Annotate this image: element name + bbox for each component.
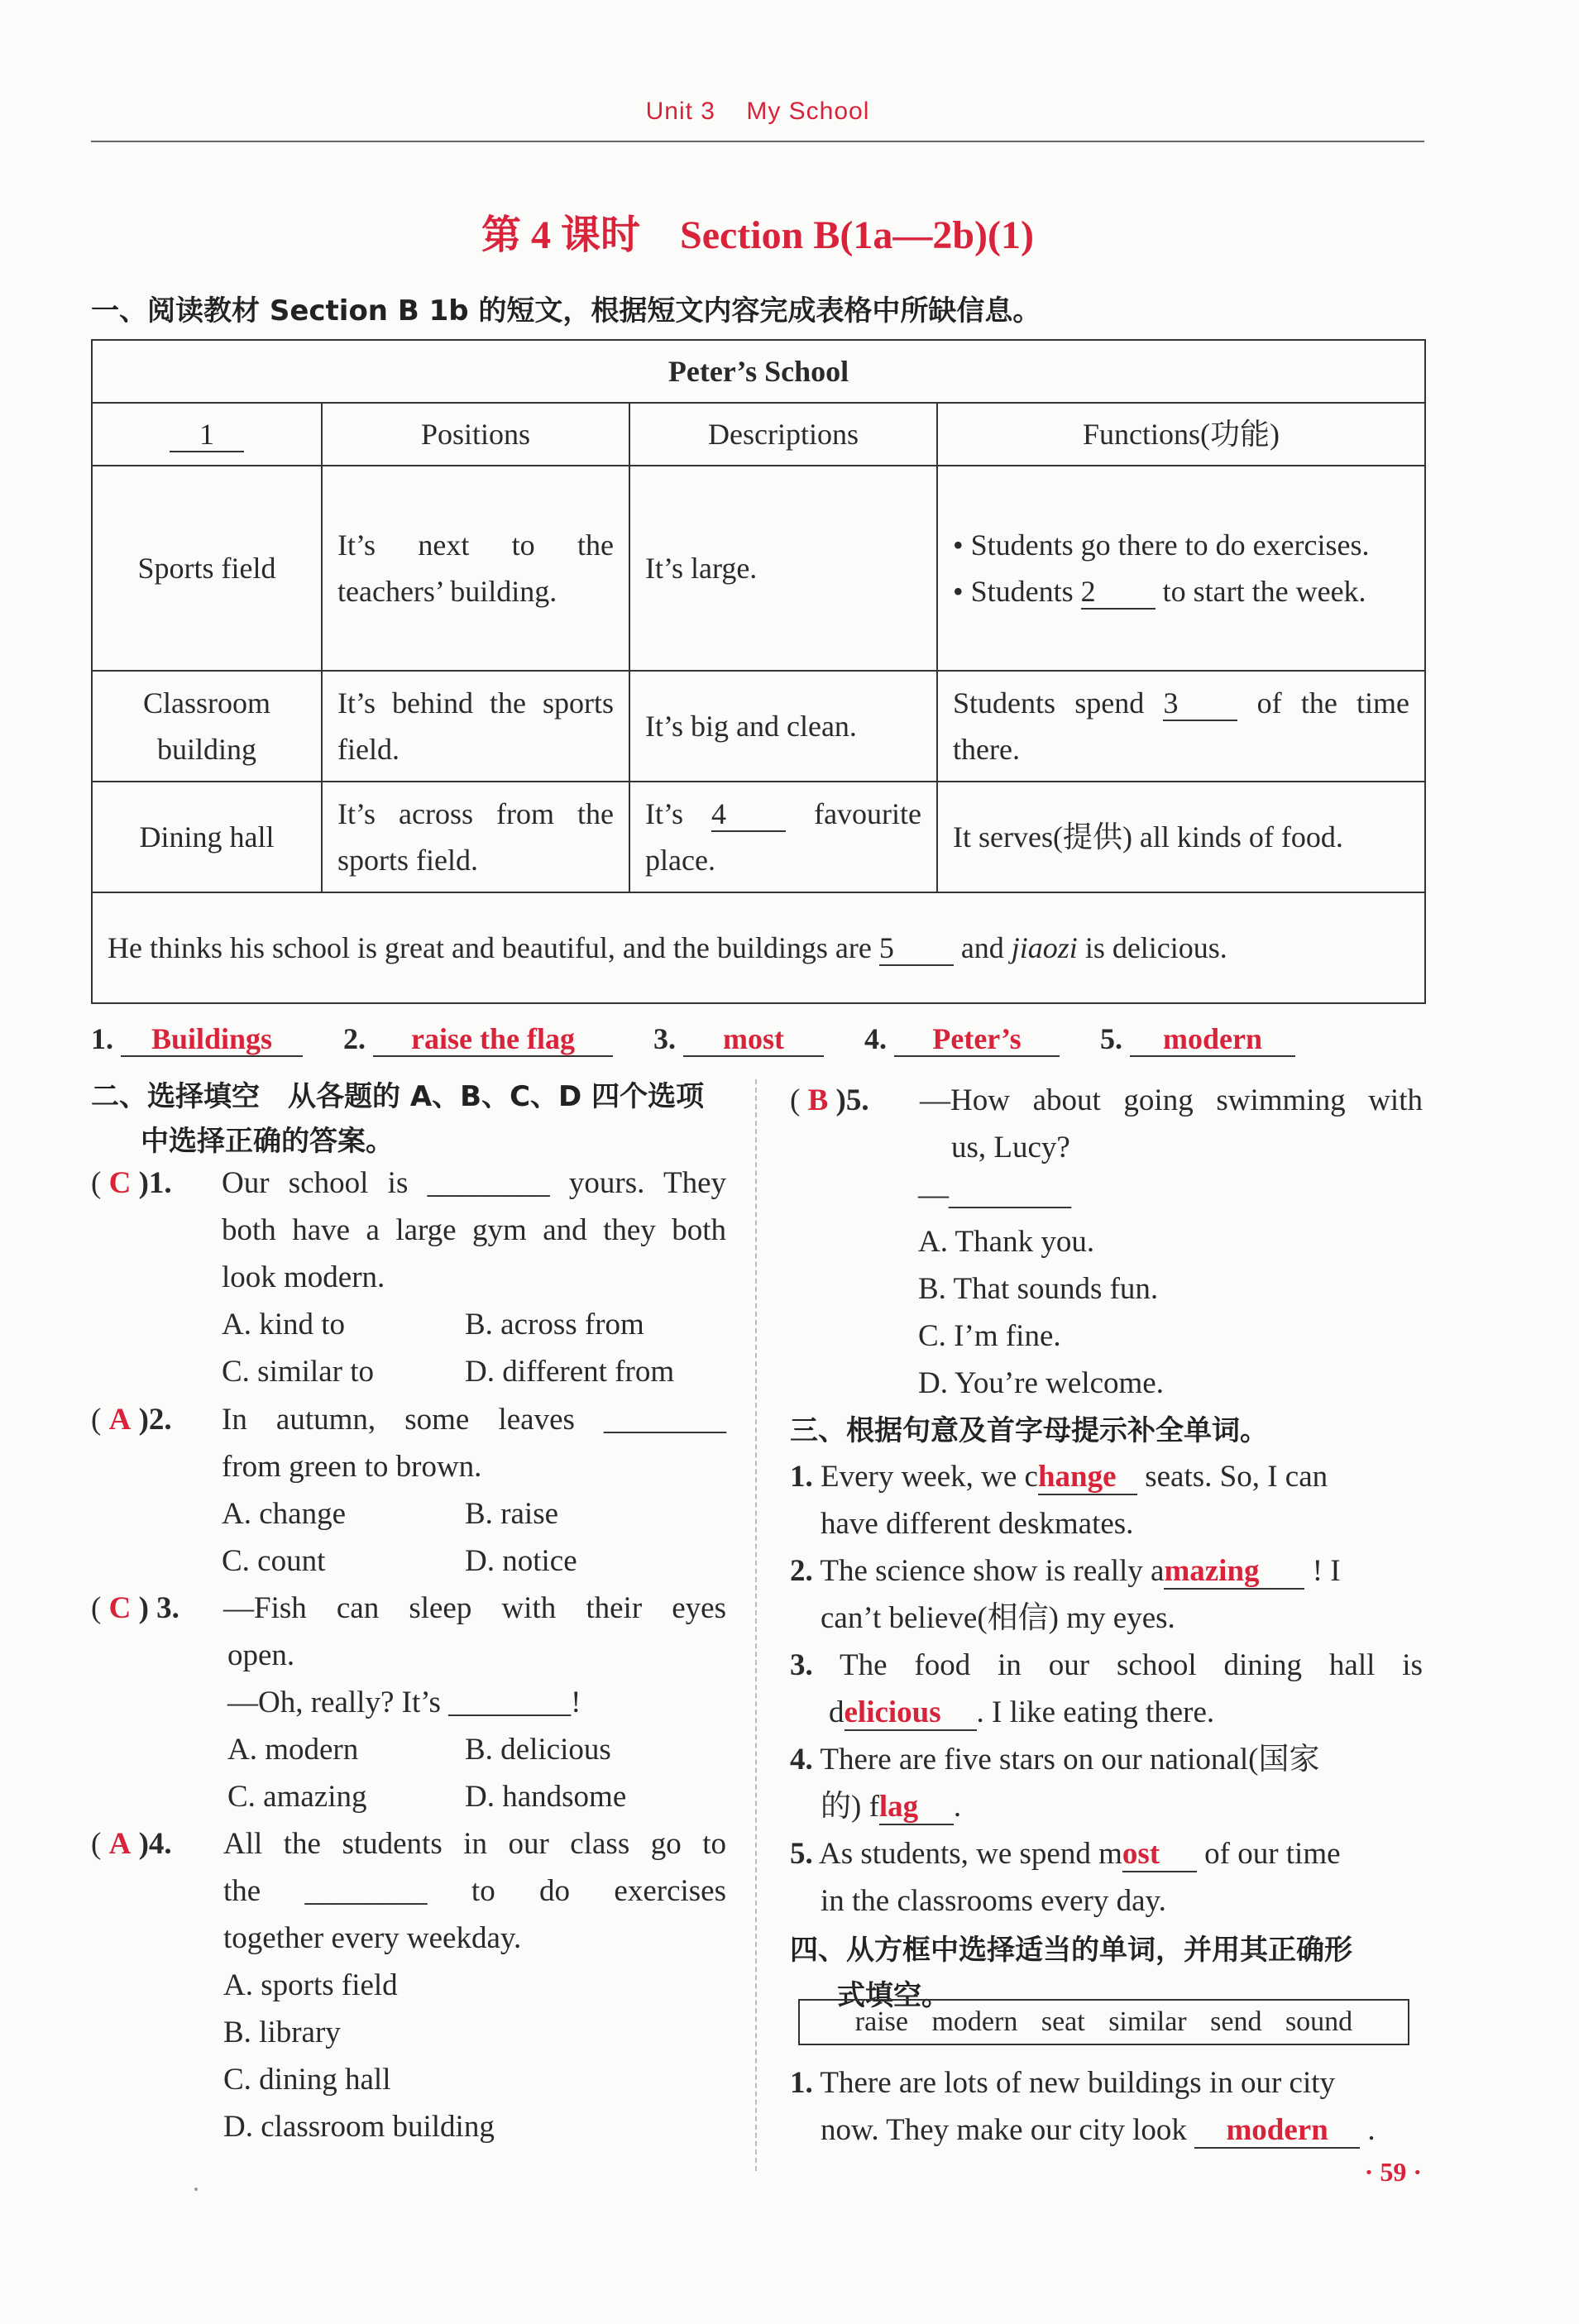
q5-num: )5. — [835, 1083, 869, 1117]
answer-text[interactable]: modern — [1130, 1022, 1295, 1057]
part2-instruction-a: 二、选择填空 从各题的 A、B、C、D 四个选项 — [91, 1080, 705, 1113]
header-unit: Unit 3 — [645, 98, 715, 125]
item-post: of our time — [1204, 1837, 1341, 1871]
part3-item-5 — [790, 1830, 1423, 1877]
q5-option-b[interactable]: B. That sounds fun. — [918, 1272, 1159, 1306]
q5-option-a[interactable]: A. Thank you. — [918, 1225, 1095, 1259]
function-line-a: • Students go there to do exercises. — [953, 528, 1370, 562]
answer-text[interactable]: most — [683, 1022, 824, 1057]
blank-3[interactable]: 3 — [1163, 686, 1237, 721]
blank-2[interactable]: 2 — [1081, 575, 1156, 610]
q2-option-a[interactable]: A. change — [222, 1497, 346, 1531]
q5-answer: B — [807, 1083, 829, 1117]
q1-num: )1. — [138, 1166, 172, 1200]
answer-num: 1. — [91, 1022, 113, 1055]
q1-line1: Our school is ________ yours. They — [222, 1166, 726, 1200]
q1-line2: both have a large gym and they both — [222, 1213, 726, 1247]
answer-num: 2. — [343, 1022, 366, 1055]
running-header — [91, 98, 1424, 126]
q3-option-c[interactable]: C. amazing — [227, 1780, 367, 1814]
answer-num: 5. — [1100, 1022, 1122, 1055]
summary-pre: He thinks his school is great and beautiful, and the buildings are — [108, 931, 872, 964]
item-answer[interactable]: elicious — [845, 1696, 977, 1731]
q5-line1: —How about going swimming with — [920, 1083, 1423, 1117]
item-answer[interactable]: mazing — [1164, 1555, 1304, 1590]
item-line2-pre: 的) f — [821, 1790, 879, 1824]
part3-item-3-line2 — [829, 1689, 1214, 1736]
q2-num: )2. — [138, 1403, 172, 1437]
blank-4[interactable]: 4 — [711, 797, 786, 832]
item-num: 1. — [790, 2066, 813, 2100]
row-function — [937, 466, 1425, 671]
description-post: favourite place. — [645, 797, 922, 877]
header-functions: Functions(功能) — [937, 403, 1425, 466]
q4-option-c[interactable]: C. dining hall — [223, 2063, 391, 2097]
q1-line3: look modern. — [222, 1260, 385, 1294]
q5-option-c[interactable]: C. I’m fine. — [918, 1319, 1061, 1353]
item-num: 3. — [790, 1648, 813, 1682]
part3-item-2-line2: can’t believe(相信) my eyes. — [821, 1601, 1175, 1635]
item-answer[interactable]: hange — [1038, 1461, 1137, 1495]
row-place: Classroom building — [92, 671, 322, 782]
q4-line2: the ________ to do exercises — [223, 1874, 726, 1908]
q3-num: ) 3. — [138, 1591, 179, 1625]
item-post: ! I — [1312, 1554, 1341, 1588]
q4-num: )4. — [138, 1827, 172, 1861]
q3-option-a[interactable]: A. modern — [227, 1733, 359, 1767]
answer-text[interactable]: Peter’s — [894, 1022, 1060, 1057]
item-pre: The science show is really a — [820, 1554, 1165, 1588]
part3-item-1-line2: have different deskmates. — [821, 1507, 1134, 1541]
lesson-title: 第 4 课时 Section B(1a—2b)(1) — [481, 213, 1034, 257]
q5-line3: —________ — [918, 1178, 1071, 1212]
q2-option-b[interactable]: B. raise — [465, 1497, 559, 1531]
item-pre: Every week, we c — [821, 1460, 1038, 1494]
answer-item — [91, 1021, 303, 1057]
answer-item — [1100, 1021, 1295, 1057]
description-pre: It’s — [645, 797, 684, 830]
item-num: 2. — [790, 1554, 813, 1588]
part1-answers — [91, 1021, 1424, 1057]
part4-instruction-a: 四、从方框中选择适当的单词，并用其正确形 — [790, 1934, 1352, 1967]
header-title: My School — [746, 98, 870, 125]
item-pre: As students, we spend m — [818, 1837, 1122, 1871]
q4-answer: A — [108, 1827, 132, 1861]
answer-num: 3. — [653, 1022, 676, 1055]
q3-answer: C — [108, 1591, 132, 1625]
blank-5[interactable]: 5 — [879, 931, 954, 966]
q1-option-a[interactable]: A. kind to — [222, 1308, 346, 1341]
q3-paren[interactable]: ( C ) 3. — [91, 1591, 179, 1625]
q1-option-b[interactable]: B. across from — [465, 1308, 644, 1341]
summary-row — [92, 892, 1425, 1003]
q5-line2: us, Lucy? — [951, 1131, 1070, 1164]
item-line2-post: . I like eating there. — [976, 1695, 1215, 1729]
item-line2-pre: now. They make our city look — [821, 2113, 1187, 2147]
header-rule — [91, 141, 1424, 142]
part3-item-4 — [790, 1736, 1423, 1783]
answer-text[interactable]: Buildings — [121, 1022, 303, 1057]
q1-option-d[interactable]: D. different from — [465, 1355, 675, 1389]
item-line2-post: . — [1367, 2113, 1376, 2147]
item-answer[interactable]: lag — [879, 1791, 954, 1825]
q5-paren[interactable]: ( B )5. — [790, 1083, 869, 1117]
q2-answer: A — [108, 1403, 132, 1437]
blank-1[interactable]: 1 — [170, 418, 244, 452]
q2-line2: from green to brown. — [222, 1450, 482, 1484]
part2-instruction-b: 中选择正确的答案。 — [141, 1125, 394, 1158]
q2-option-d[interactable]: D. notice — [465, 1544, 577, 1578]
part4-instruction-b: 式填空。 — [837, 1979, 950, 2012]
q4-option-b[interactable]: B. library — [223, 2016, 341, 2049]
function-b-pre: • Students — [953, 575, 1074, 608]
item-num: 1. — [790, 1460, 813, 1494]
item-line1: There are lots of new buildings in our city — [820, 2066, 1336, 2100]
item-pre: There are five stars on our national(国家 — [820, 1743, 1320, 1776]
q1-answer: C — [108, 1166, 132, 1200]
function-line-b — [953, 568, 1409, 614]
q3-line3: —Oh, really? It’s ________! — [227, 1686, 581, 1719]
answer-num: 4. — [864, 1022, 887, 1055]
header-blank-1 — [92, 403, 322, 466]
row-description: It’s large. — [629, 466, 937, 671]
function-pre: Students spend — [953, 686, 1145, 720]
part4-item-1 — [790, 2059, 1423, 2106]
row-description: It’s big and clean. — [629, 671, 937, 782]
q4-option-a[interactable]: A. sports field — [223, 1968, 398, 2002]
function-post: of the time there. — [953, 686, 1410, 766]
part3-item-1 — [790, 1453, 1423, 1500]
part1-instruction: 一、阅读教材 Section B 1b 的短文，根据短文内容完成表格中所缺信息。 — [91, 294, 1041, 328]
answer-item — [864, 1021, 1060, 1057]
summary-mid: and — [960, 931, 1004, 964]
part3-item-2 — [790, 1547, 1423, 1595]
row-place: Dining hall — [92, 782, 322, 892]
item-line2-pre: d — [829, 1695, 845, 1729]
row-function: It serves(提供) all kinds of food. — [937, 782, 1425, 892]
row-position: It’s next to the teachers’ building. — [322, 466, 629, 671]
part3-item-4-line2 — [821, 1783, 961, 1830]
function-b-post: to start the week. — [1162, 575, 1366, 608]
row-position: It’s across from the sports field. — [322, 782, 629, 892]
q3-option-b[interactable]: B. delicious — [465, 1733, 611, 1767]
item-num: 5. — [790, 1837, 813, 1871]
summary-italic: jiaozi — [1011, 931, 1078, 964]
item-num: 4. — [790, 1743, 813, 1776]
row-function — [937, 671, 1425, 782]
scan-dot — [194, 2188, 198, 2191]
q1-paren[interactable]: ( C )1. — [91, 1166, 172, 1200]
part4-item-1-line2 — [821, 2106, 1376, 2154]
q2-option-c[interactable]: C. count — [222, 1544, 326, 1578]
q3-line2: open. — [227, 1638, 295, 1672]
q2-line1: In autumn, some leaves ________ — [222, 1403, 726, 1437]
q4-option-d[interactable]: D. classroom building — [223, 2110, 495, 2144]
answer-text[interactable]: raise the flag — [373, 1022, 613, 1057]
item-pre: The food in our school dining hall is — [839, 1648, 1423, 1682]
table-title: Peter’s School — [92, 340, 1425, 403]
q5-option-d[interactable]: D. You’re welcome. — [918, 1366, 1164, 1400]
item-answer[interactable]: ost — [1122, 1838, 1197, 1872]
q4-line1: All the students in our class go to — [223, 1827, 726, 1861]
item-answer[interactable]: modern — [1194, 2114, 1360, 2149]
column-divider — [755, 1079, 757, 2171]
word-box: raise modern seat similar send sound — [798, 1999, 1409, 2045]
item-line2-post: . — [953, 1790, 962, 1824]
q3-option-d[interactable]: D. handsome — [465, 1780, 627, 1814]
page-number: · 59 · — [1364, 2157, 1422, 2187]
row-position: It’s behind the sports field. — [322, 671, 629, 782]
row-place: Sports field — [92, 466, 322, 671]
part3-instruction: 三、根据句意及首字母提示补全单词。 — [790, 1414, 1268, 1447]
answer-item — [343, 1021, 613, 1057]
part3-item-5-line2: in the classrooms every day. — [821, 1884, 1166, 1918]
row-description — [629, 782, 937, 892]
q4-line3: together every weekday. — [223, 1921, 522, 1955]
q3-line1: —Fish can sleep with their eyes — [223, 1591, 726, 1625]
header-descriptions: Descriptions — [629, 403, 937, 466]
answer-item — [653, 1021, 824, 1057]
part3-item-3 — [790, 1642, 1423, 1689]
q2-paren[interactable]: ( A )2. — [91, 1403, 172, 1437]
peters-school-table — [91, 339, 1426, 1004]
item-post: seats. So, I can — [1145, 1460, 1328, 1494]
q4-paren[interactable]: ( A )4. — [91, 1827, 172, 1861]
summary-post: is delicious. — [1084, 931, 1227, 964]
header-positions: Positions — [322, 403, 629, 466]
q1-option-c[interactable]: C. similar to — [222, 1355, 374, 1389]
